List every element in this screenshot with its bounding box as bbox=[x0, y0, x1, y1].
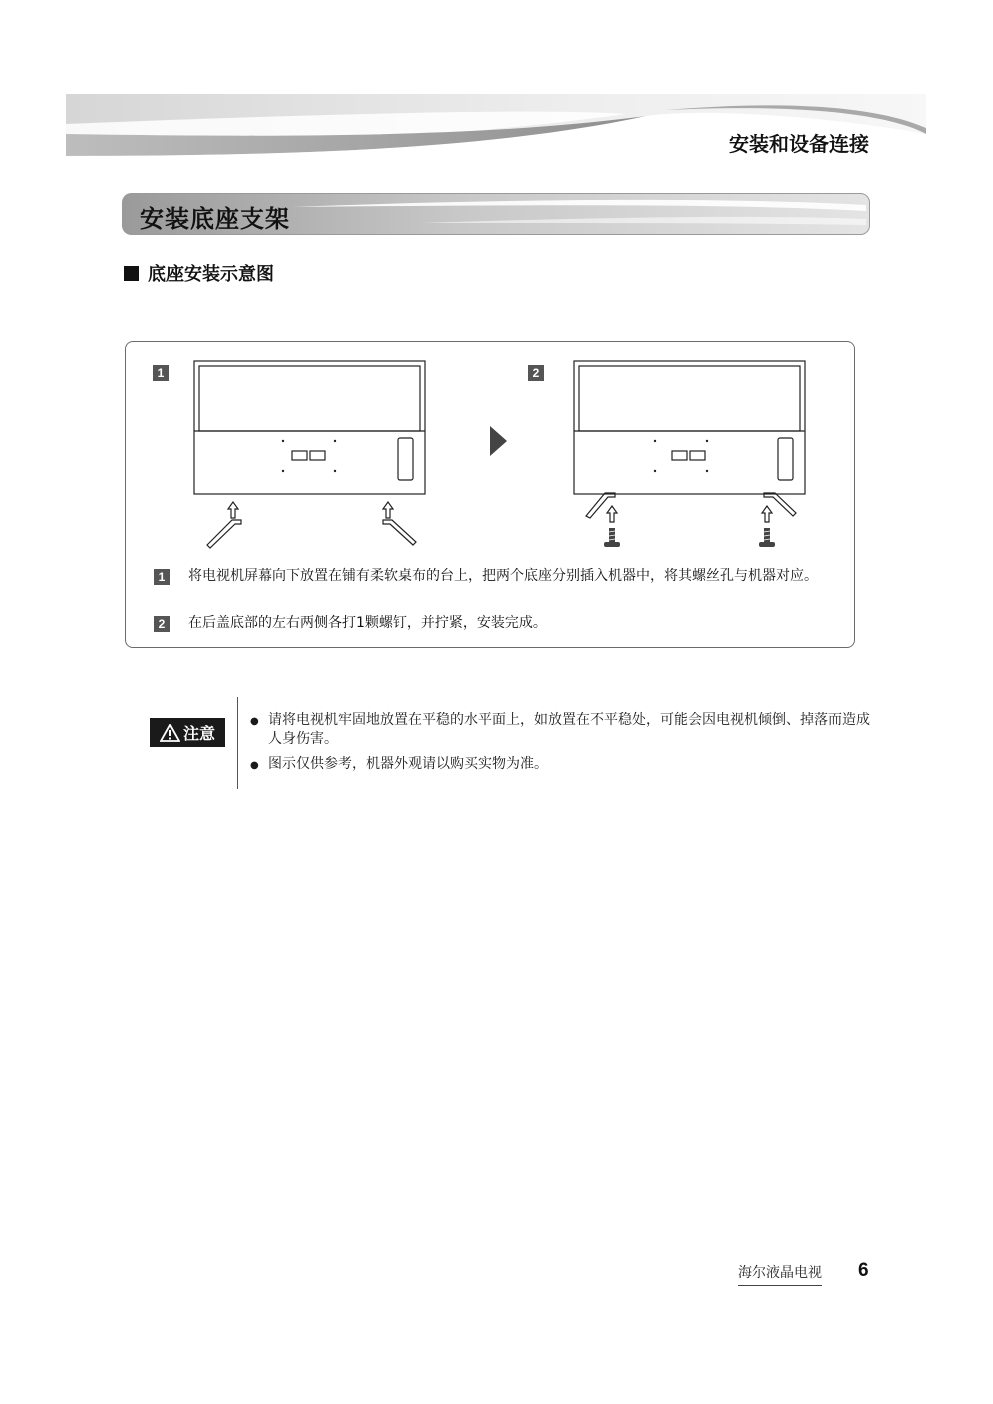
step-badge-1: 1 bbox=[153, 365, 169, 381]
step2-illustration bbox=[566, 358, 816, 554]
step-text-badge-1: 1 bbox=[154, 569, 170, 585]
subheading bbox=[124, 260, 274, 286]
step-2-text: 在后盖底部的左右两侧各打1颗螺钉，并拧紧，安装完成。 bbox=[188, 615, 547, 631]
footer-brand: 海尔液晶电视 bbox=[738, 1262, 822, 1286]
bullet-icon: ● bbox=[250, 760, 259, 771]
section-title: 安装和设备连接 bbox=[729, 132, 869, 156]
page-title: 安装底座支架 bbox=[140, 205, 290, 233]
caution-list bbox=[250, 711, 870, 781]
step-badge-2: 2 bbox=[528, 365, 544, 381]
page-number: 6 bbox=[858, 1260, 869, 1281]
square-bullet-icon bbox=[124, 266, 139, 281]
bullet-icon: ● bbox=[250, 716, 259, 727]
caution-badge bbox=[150, 718, 225, 747]
caution-label: 注意 bbox=[182, 724, 215, 743]
caution-item-text: 图示仅供参考，机器外观请以购买实物为准。 bbox=[268, 756, 548, 772]
caution-item bbox=[250, 755, 870, 775]
title-bar bbox=[122, 193, 870, 235]
caution-divider bbox=[237, 697, 238, 789]
diagram-box bbox=[125, 341, 855, 648]
step1-illustration bbox=[186, 358, 436, 550]
step-text-badge-2: 2 bbox=[154, 616, 170, 632]
next-step-arrow-icon bbox=[490, 426, 508, 456]
caution-item bbox=[250, 711, 870, 749]
warning-triangle-icon bbox=[160, 724, 180, 742]
subheading-text: 底座安装示意图 bbox=[148, 264, 274, 285]
caution-item-text: 请将电视机牢固地放置在平稳的水平面上，如放置在不平稳处，可能会因电视机倾倒、掉落而造成人身伤害。 bbox=[268, 712, 870, 747]
step-1-text: 将电视机屏幕向下放置在铺有柔软桌布的台上，把两个底座分别插入机器中，将其螺丝孔与机器对应。 bbox=[188, 568, 818, 584]
